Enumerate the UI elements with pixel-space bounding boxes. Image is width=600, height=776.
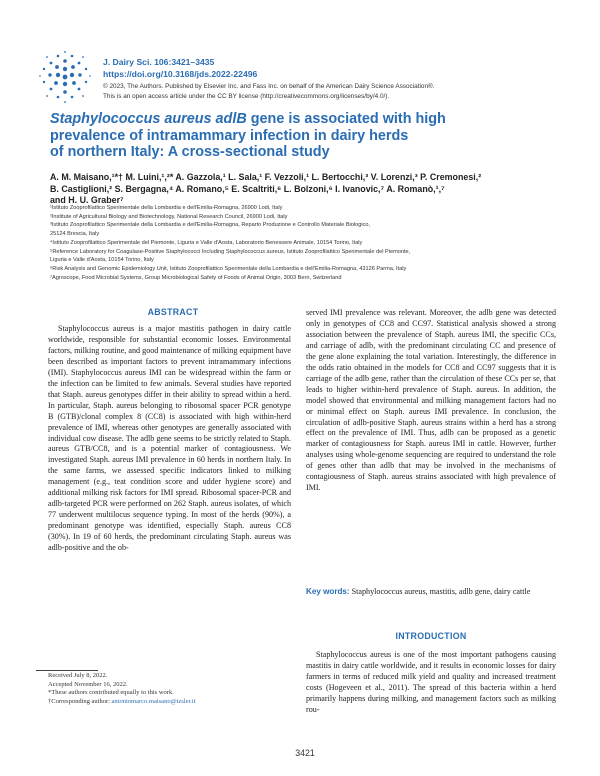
keywords-text: Staphylococcus aureus, mastitis, adlb gene, dairy cattle bbox=[349, 587, 531, 596]
equal-contribution-note: *These authors contributed equally to this work. bbox=[48, 689, 174, 697]
title-line-1-rest: gene is associated with high bbox=[246, 111, 446, 127]
footnotes bbox=[48, 672, 293, 706]
doi-link[interactable]: https://doi.org/10.3168/jds.2022-22496 bbox=[103, 69, 258, 79]
affiliation-line: ²Institute of Agricultural Biology and Biotechnology, National Research Council, 26900 Lodi, Italy bbox=[50, 213, 288, 220]
keywords bbox=[306, 587, 556, 598]
abstract-text-left: Staphylococcus aureus is a major mastitis pathogen in dairy cattle worldwide, responsible for substantial economic losses. Environmental factors, milking routine, and good maintenance of milking equipment have been described as important factors to prevent intramammary infections (IMI). Staphylococcus aureus IMI can be widespread within the farm or the infection can be limited to few animals. Several studies have reported that Staph. aureus genotypes differ in their ability to spread within a herd. In particular, Staph. aureus belonging to ribosomal spacer PCR genotype B (GTB)/clonal complex 8 (CC8) is associated with high within-herd prevalence of IMI, whereas other genotypes are generally associated with individual cow disease. The adlb gene seems to be strictly related to Staph. aureus GTB/CC8, and is a potential marker of contagiousness. We investigated Staph. aureus IMI prevalence in 60 herds in northern Italy. In the same farms, we assessed specific indicators linked to milking management (e.g., teat condition score and udder hygiene score) and additional milking risk factors for IMI spread. Ribosomal spacer-PCR and adlb-targeted PCR were performed on 262 Staph. aureus isolates, of which 77 underwent multilocus sequence typing. In most of the herds (90%), a predominant genotype was identified, especially Staph. aureus CC8 (30%). In 19 of 60 herds, the predominant circulating Staph. aureus was adlb-positive and the ob- bbox=[48, 324, 291, 553]
affiliation-line: ⁴Istituto Zooprofilattico Sperimentale del Piemonte, Liguria e Valle d'Aosta, Laboratorio Benessere Animale, 10154 Torino, Italy bbox=[50, 239, 363, 246]
copyright-notice bbox=[103, 82, 573, 102]
accepted-date: Accepted November 16, 2022. bbox=[48, 680, 128, 688]
affiliation-line: ⁵Reference Laboratory for Coagulase-Positive Staphylococci Including Staphylococcus aureus, Istituto Zooprofilattico Sperimentale del Piemonte, bbox=[50, 248, 411, 255]
corresponding-author-label: †Corresponding author: bbox=[48, 697, 112, 705]
affiliation-line: ³Istituto Zooprofilattico Sperimentale della Lombardia e dell'Emilia-Romagna, Reparto Produzione e Controllo Materiale Biologico, bbox=[50, 222, 371, 229]
copyright-line-2: This is an open access article under the CC BY license (http://creativecommons.org/licenses/by/4.0/). bbox=[103, 93, 390, 100]
journal-globe-logo bbox=[36, 48, 94, 106]
title-line-3: of northern Italy: A cross-sectional study bbox=[50, 144, 330, 160]
authors-line-3: and H. U. Graber⁷ bbox=[50, 195, 124, 205]
affiliation-line: ¹Istituto Zooprofilattico Sperimentale della Lombardia e dell'Emilia-Romagna, 26900 Lodi, Italy bbox=[50, 205, 283, 211]
title-italic-part: Staphylococcus aureus adlB bbox=[50, 111, 247, 127]
author-list bbox=[50, 172, 570, 207]
journal-citation: J. Dairy Sci. 106:3421–3435 bbox=[103, 57, 215, 67]
affiliation-line: ⁶Risk Analysis and Genomic Epidemiology Unit, Istituto Zooprofilattico Sperimentale della Lombardia e dell'Emilia-Romagna, 43126 Parma, Italy bbox=[50, 265, 407, 272]
journal-info bbox=[103, 56, 257, 80]
received-date: Received July 8, 2022. bbox=[48, 672, 108, 679]
abstract-text-right: served IMI prevalence was relevant. Moreover, the adlb gene was detected only in genotypes of CC8 and CC97. Statistical analysis showed a strong association between the prevalence of Staph. aureus IMI, the specific CCs, and carriage of adlb, with the predominant circulating CC and presence of the gene alone explaining the total variation. Interestingly, the difference in the odds ratio obtained in the models for CC8 and CC97 suggests that it is carriage of the adlb gene, rather than the circulation of these CCs per se, that leads to higher within-herd prevalence of Staph. aureus. In addition, the model showed that environmental and milking management factors had no or minimal effect on Staph. aureus IMI prevalence. In conclusion, the circulation of adlb-positive Staph. aureus strains within a herd has a strong effect on the prevalence of IMI. Thus, adlb can be proposed as a genetic marker of contagiousness for Staph. aureus IMI in cattle. However, further analyses using whole-genome sequencing are required to understand the role of genes other than adlb that may be involved in the mechanisms of contagiousness of Staph. aureus strains associated with high prevalence of IMI. bbox=[306, 308, 556, 493]
article-title bbox=[50, 111, 570, 161]
affiliation-line: 25124 Brescia, Italy bbox=[50, 231, 100, 238]
affiliations bbox=[50, 204, 570, 282]
affiliation-line: Liguria e Valle d'Aosta, 10154 Torino, Italy bbox=[50, 257, 154, 264]
page-number: 3421 bbox=[295, 748, 315, 758]
copyright-line-1: © 2023, The Authors. Published by Elsevier Inc. and Fass Inc. on behalf of the American Dairy Science Association®. bbox=[103, 83, 435, 90]
introduction-heading: INTRODUCTION bbox=[395, 631, 467, 641]
corresponding-email-link[interactable]: antoniomarco.maisano@izsler.it bbox=[111, 697, 196, 705]
introduction-text: Staphylococcus aureus is one of the most important pathogens causing mastitis in dairy cattle worldwide, and it results in economic losses for dairy farmers in terms of reduced milk yield and quality and increased treatment costs (Hogeveen et al., 2011). The spread of this bacteria within a herd primarily happens during milking, and management factors such as milking rou- bbox=[306, 650, 556, 714]
keywords-label: Key words: bbox=[306, 587, 350, 596]
authors-line-2: B. Castiglioni,² S. Bergagna,⁴ A. Romano,⁵ E. Scaltriti,⁶ L. Bolzoni,⁶ I. Ivanovic,⁷ A. Romanò,¹,⁷ bbox=[50, 183, 445, 194]
authors-line-1: A. M. Maisano,¹*† M. Luini,¹,²* A. Gazzola,¹ L. Sala,¹ F. Vezzoli,¹ L. Bertocchi,³ V. Lorenzi,³ P. Cremonesi,² bbox=[50, 172, 482, 182]
title-line-2: prevalence of intramammary infection in dairy herds bbox=[50, 127, 409, 144]
affiliation-line: ⁷Agroscope, Food Microbial Systems, Group Microbiological Safety of Foods of Animal Origin, 3003 Bern, Switzerland bbox=[50, 274, 342, 281]
abstract-heading: ABSTRACT bbox=[147, 307, 199, 317]
footnote-divider bbox=[36, 670, 98, 671]
